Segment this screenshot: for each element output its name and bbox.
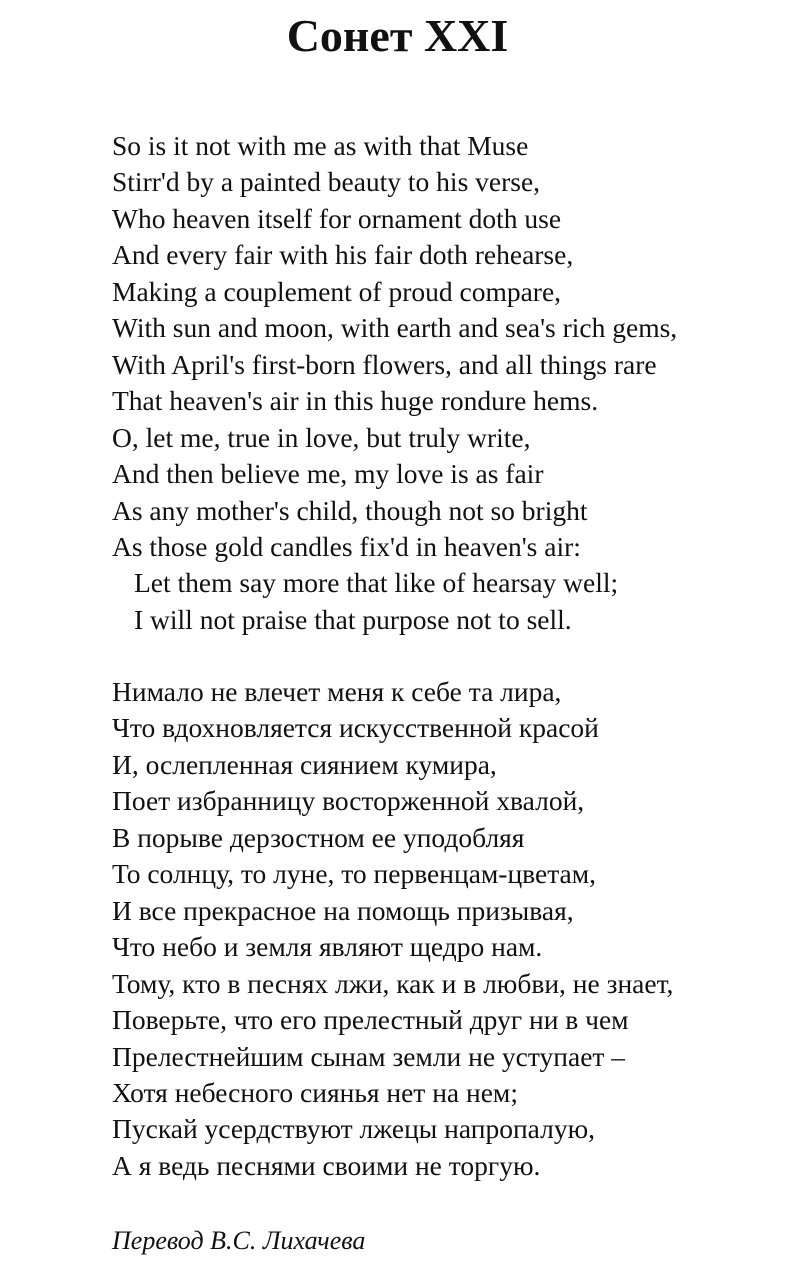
english-line-2: Stirr'd by a painted beauty to his verse, [112, 166, 541, 198]
english-sonnet [112, 128, 677, 638]
english-line-4: And every fair with his fair doth rehearse, [112, 239, 574, 271]
russian-line-6: То солнцу, то луне, то первенцам-цветам, [112, 858, 597, 890]
english-line-11: As any mother's child, though not so bright [112, 494, 588, 526]
russian-line-9: Тому, кто в песнях лжи, как и в любви, не знает, [112, 967, 674, 999]
english-line-5: Making a couplement of proud compare, [112, 275, 562, 307]
russian-line-1: Нимало не влечет меня к себе та лира, [112, 676, 562, 707]
english-line-9: O, let me, true in love, but truly write, [112, 421, 531, 453]
russian-translation [112, 674, 673, 1184]
english-line-10: And then believe me, my love is as fair [112, 458, 544, 490]
russian-line-14: А я ведь песнями своими не торгую. [112, 1149, 541, 1181]
english-couplet-line-13: Let them say more that like of hearsay well; [134, 567, 619, 599]
russian-line-4: Поет избранницу восторженной хвалой, [112, 785, 585, 817]
russian-line-11: Прелестнейшим сынам земли не уступает – [112, 1040, 626, 1072]
russian-line-3: И, ослепленная сиянием кумира, [112, 748, 497, 780]
russian-line-13: Пускай усердствуют лжецы напропалую, [112, 1113, 595, 1145]
russian-line-2: Что вдохновляется искусственной красой [112, 712, 599, 744]
english-couplet-line-14: I will not praise that purpose not to sell. [134, 603, 572, 635]
english-line-7: With April's first-born flowers, and all things rare [112, 348, 657, 380]
english-line-8: That heaven's air in this huge rondure hems. [112, 385, 599, 417]
russian-line-8: Что небо и земля являют щедро нам. [112, 931, 543, 963]
english-line-12: As those gold candles fix'd in heaven's air: [112, 530, 581, 562]
russian-line-10: Поверьте, что его прелестный друг ни в чем [112, 1004, 629, 1036]
russian-line-7: И все прекрасное на помощь призывая, [112, 894, 574, 926]
english-line-1: So is it not with me as with that Muse [112, 130, 529, 161]
russian-line-12: Хотя небесного сиянья нет на нем; [112, 1076, 518, 1108]
english-line-6: With sun and moon, with earth and sea's rich gems, [112, 312, 678, 344]
english-line-3: Who heaven itself for ornament doth use [112, 202, 562, 234]
russian-line-5: В порыве дерзостном ее уподобляя [112, 821, 525, 853]
translator-credit: Перевод В.С. Лихачева [112, 1226, 366, 1255]
sonnet-title: Сонет XXI [286, 10, 509, 61]
